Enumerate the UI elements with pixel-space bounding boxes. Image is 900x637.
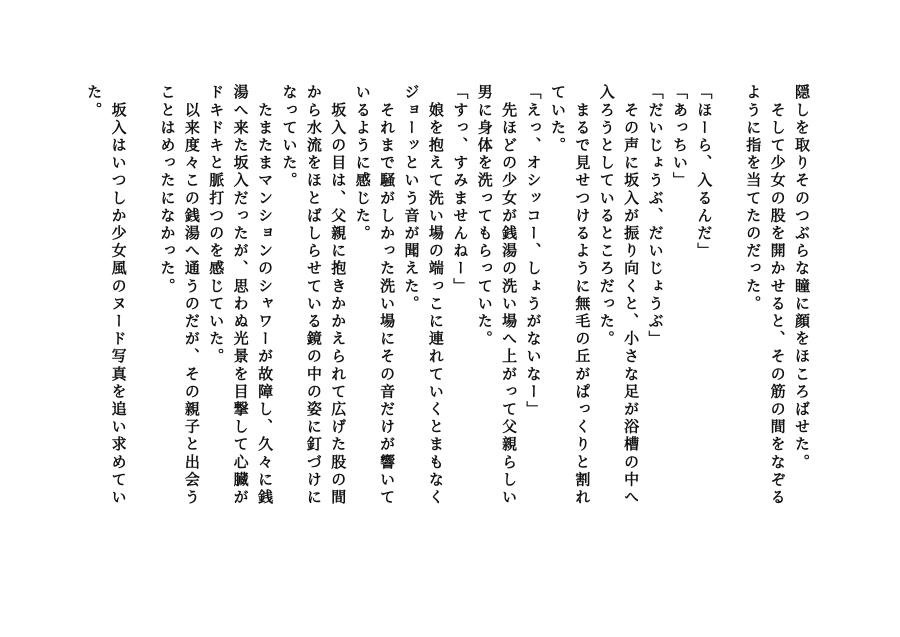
text-line: 坂入はいつしか少女風のヌード写真を追い求めてい <box>109 84 128 507</box>
text-line: なっていた。 <box>280 84 299 190</box>
text-line: 湯へ来た坂入だったが、思わぬ光景を目撃して心臓が <box>231 84 250 507</box>
text-line: ことはめったになかった。 <box>158 84 177 296</box>
text-line: 「えっ、オシッコー、しょうがないなー」 <box>524 84 543 419</box>
text-line: 先ほどの少女が銭湯の洗い場へ上がって父親らしい <box>500 84 519 507</box>
text-line: 娘を抱えて洗い場の端っこに連れていくとまもなく <box>426 84 445 507</box>
text-line: から水流をほとばしらせている鏡の中の姿に釘づけに <box>304 84 323 507</box>
text-line: 「すっ、すみませんねー」 <box>451 84 470 296</box>
text-line: ドキドキと脈打つのを感じていた。 <box>207 84 226 366</box>
blank-line <box>716 84 740 564</box>
text-line: それまで騒がしかった洗い場にその音だけが響いて <box>378 84 397 507</box>
vertical-text-body <box>82 84 814 564</box>
text-line: ように指を当てたのだった。 <box>744 84 763 313</box>
text-line: 「ほーら、入るんだ」 <box>695 84 714 260</box>
text-line: いるように感じた。 <box>353 84 372 243</box>
text-line: ジョーッという音が聞えた。 <box>402 84 421 313</box>
text-line: 以来度々この銭湯へ通うのだが、その親子と出会う <box>182 84 201 507</box>
text-line: 隠しを取りそのつぶらな瞳に顔をほころばせた。 <box>793 84 811 472</box>
text-line: 「あっちい」 <box>670 84 689 190</box>
text-line: 「だいじょうぶ、だいじょうぶ」 <box>646 84 665 348</box>
text-line: た。 <box>85 84 104 120</box>
text-line: 男に身体を洗ってもらっていた。 <box>475 84 494 348</box>
text-line: まるで見せつけるように無毛の丘がぱっくりと割れ <box>573 84 592 507</box>
blank-line <box>131 84 155 564</box>
text-line: ていた。 <box>548 84 567 155</box>
text-line: 入ろうとしているところだった。 <box>597 84 616 348</box>
text-line: たまたまマンションのシャワーが故障し、久々に銭 <box>256 84 275 507</box>
text-line: 坂入の目は、父親に抱きかかえられて広げた股の間 <box>329 84 348 507</box>
text-line: その声に坂入が振り向くと、小さな足が浴槽の中へ <box>622 84 641 507</box>
text-line: そして少女の股を開かせると、その筋の間をなぞる <box>768 84 787 507</box>
